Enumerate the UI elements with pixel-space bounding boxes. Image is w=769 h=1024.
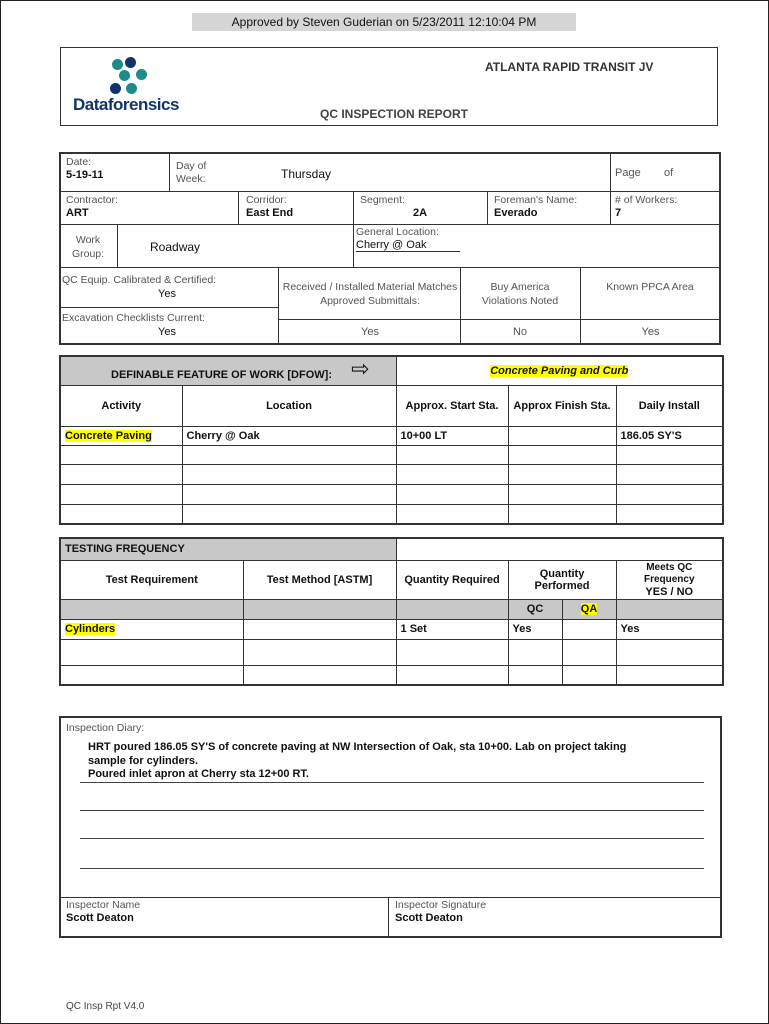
diary-label: Inspection Diary: bbox=[66, 722, 145, 734]
dfow-value-cell bbox=[396, 356, 723, 385]
inspector-signature-label: Inspector Signature bbox=[395, 899, 487, 911]
corridor-value: East End bbox=[246, 207, 294, 219]
dfow-table bbox=[59, 355, 724, 525]
ppca-value: Yes bbox=[641, 326, 660, 338]
table-row bbox=[60, 426, 723, 445]
qc-equip-label: QC Equip. Calibrated & Certified: bbox=[62, 274, 217, 286]
meets-qc-cell bbox=[616, 560, 723, 599]
contractor-label: Contractor: bbox=[66, 194, 118, 206]
excavation-label: Excavation Checklists Current: bbox=[62, 312, 205, 324]
qa-cell bbox=[562, 599, 616, 619]
qc-label: QC bbox=[508, 599, 562, 619]
page-of-label: of bbox=[664, 167, 674, 179]
logo-icon bbox=[108, 57, 148, 97]
dfow-header: Approx. Start Sta. bbox=[396, 385, 508, 426]
workers-label: # of Workers: bbox=[615, 194, 678, 206]
test-requirement-value: Cylinders bbox=[65, 623, 116, 635]
testing-header: Quantity Required bbox=[396, 560, 508, 599]
divider bbox=[278, 319, 720, 320]
dfow-header: Location bbox=[182, 385, 396, 426]
inspector-name-label: Inspector Name bbox=[66, 899, 141, 911]
segment-value: 2A bbox=[413, 207, 428, 219]
work-group-label: Work Group: bbox=[71, 234, 105, 260]
qa-label: QA bbox=[580, 603, 598, 615]
table-row bbox=[60, 464, 723, 484]
divider bbox=[353, 192, 354, 225]
table-cell bbox=[60, 426, 182, 445]
diary-line-2: sample for cylinders. bbox=[88, 755, 199, 767]
contractor-value: ART bbox=[66, 207, 89, 219]
inspector-signature-value: Scott Deaton bbox=[395, 912, 463, 924]
testing-label: TESTING FREQUENCY bbox=[60, 538, 396, 560]
table-row bbox=[60, 484, 723, 504]
date-value: 5-19-11 bbox=[66, 169, 104, 181]
ppca-label: Known PPCA Area bbox=[606, 281, 694, 293]
table-row bbox=[60, 665, 723, 685]
qc-qa-row bbox=[60, 599, 723, 619]
testing-table bbox=[59, 537, 724, 686]
dfow-header: Daily Install bbox=[616, 385, 723, 426]
foreman-value: Everado bbox=[494, 207, 538, 219]
activity-value: Concrete Paving bbox=[65, 429, 152, 442]
diary-line-3: Poured inlet apron at Cherry sta 12+00 RT. bbox=[88, 768, 309, 780]
page-label: Page bbox=[615, 167, 641, 179]
dfow-label: DEFINABLE FEATURE OF WORK [DFOW]: bbox=[111, 368, 332, 381]
table-cell: 10+00 LT bbox=[396, 426, 508, 445]
segment-label: Segment: bbox=[360, 194, 405, 206]
dfow-value: Concrete Paving and Curb bbox=[490, 364, 629, 377]
report-title: QC INSPECTION REPORT bbox=[320, 107, 469, 121]
location-label: General Location: bbox=[356, 226, 439, 238]
day-label: Day of Week: bbox=[176, 160, 207, 185]
logo-text: Dataforensics bbox=[73, 95, 179, 114]
divider bbox=[238, 192, 239, 225]
divider bbox=[117, 225, 118, 268]
divider bbox=[388, 897, 389, 937]
divider bbox=[169, 153, 170, 192]
table-row bbox=[60, 619, 723, 639]
inspector-name-value: Scott Deaton bbox=[66, 912, 134, 924]
table-row bbox=[60, 639, 723, 665]
table-cell bbox=[562, 619, 616, 639]
received-value: Yes bbox=[361, 326, 379, 338]
testing-header: Meets QC Frequency bbox=[643, 561, 695, 585]
dfow-header: Approx Finish Sta. bbox=[508, 385, 616, 426]
divider bbox=[60, 897, 720, 898]
testing-header: Test Requirement bbox=[60, 560, 243, 599]
testing-header: Test Method [ASTM] bbox=[243, 560, 396, 599]
divider bbox=[610, 153, 611, 192]
table-cell: Yes bbox=[508, 619, 562, 639]
diary-rule bbox=[80, 810, 704, 811]
approval-banner: Approved by Steven Guderian on 5/23/2011 12:10:04 PM bbox=[192, 13, 576, 31]
table-cell: Yes bbox=[616, 619, 723, 639]
corridor-label: Corridor: bbox=[246, 194, 287, 206]
divider bbox=[278, 268, 279, 345]
work-group-value: Roadway bbox=[150, 240, 201, 254]
day-value: Thursday bbox=[281, 167, 332, 181]
company-name: ATLANTA RAPID TRANSIT JV bbox=[485, 60, 654, 74]
table-cell: 186.05 SY'S bbox=[616, 426, 723, 445]
diary-rule bbox=[80, 838, 704, 839]
workers-value: 7 bbox=[615, 207, 622, 219]
buy-america-value: No bbox=[512, 326, 528, 338]
received-label: Received / Installed Material Matches Approved Submittals: bbox=[282, 281, 458, 307]
table-row bbox=[60, 445, 723, 464]
diary-rule bbox=[80, 782, 704, 783]
location-value: Cherry @ Oak bbox=[356, 239, 460, 252]
date-label: Date: bbox=[66, 156, 92, 168]
diary-line-1: HRT poured 186.05 SY'S of concrete paving at NW Intersection of Oak, sta 10+00. Lab on project taking bbox=[88, 741, 627, 753]
qc-equip-value: Yes bbox=[158, 288, 176, 300]
divider bbox=[610, 192, 611, 225]
dfow-label-cell bbox=[60, 356, 396, 385]
table-cell bbox=[243, 619, 396, 639]
divider bbox=[487, 192, 488, 225]
divider bbox=[60, 307, 278, 308]
table-cell bbox=[60, 619, 243, 639]
table-cell: Cherry @ Oak bbox=[182, 426, 396, 445]
testing-header-row bbox=[60, 560, 723, 599]
table-cell bbox=[508, 426, 616, 445]
dfow-header: Activity bbox=[60, 385, 182, 426]
table-cell: 1 Set bbox=[396, 619, 508, 639]
diary-rule bbox=[80, 868, 704, 869]
buy-america-label: Buy America Violations Noted bbox=[481, 281, 559, 307]
yes-no-label: YES / NO bbox=[645, 585, 694, 598]
testing-header: Quantity Performed bbox=[508, 560, 616, 599]
table-cell bbox=[396, 538, 723, 560]
excavation-value: Yes bbox=[158, 326, 176, 338]
dfow-header-row bbox=[60, 385, 723, 426]
footer-version: QC Insp Rpt V4.0 bbox=[66, 1001, 145, 1012]
foreman-label: Foreman's Name: bbox=[494, 194, 578, 206]
table-row bbox=[60, 504, 723, 524]
arrow-right-icon: ⇨ bbox=[351, 355, 370, 381]
divider bbox=[353, 225, 354, 268]
